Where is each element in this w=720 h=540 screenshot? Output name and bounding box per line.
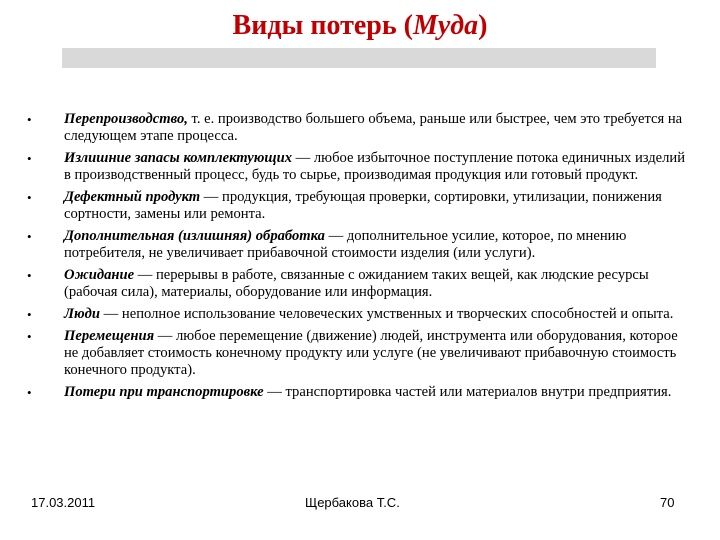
list-item (0, 189, 720, 223)
bullet-icon: • (27, 190, 32, 205)
slide-title (0, 6, 720, 46)
bullet-icon: • (27, 112, 32, 127)
item-description: — перерывы в работе, связанные с ожиданием таких вещей, как людские ресурсы (рабочая сила), материалы, оборудование или информация. (64, 267, 649, 300)
title-underline-bar (62, 48, 656, 68)
list-item (0, 111, 720, 145)
bullet-icon: • (27, 385, 32, 400)
list-item (0, 384, 720, 401)
item-description: — любое избыточное поступление потока единичных изделий в производственный процесс, будь то сырье, производимая продукция или готовый продукт. (64, 150, 686, 183)
bullet-icon: • (27, 229, 32, 244)
item-description: т. е. производство большего объема, раньше или быстрее, чем это требуется на следующем этапе процесса. (64, 111, 683, 144)
bullet-icon: • (27, 329, 32, 344)
bullet-icon: • (27, 151, 32, 166)
list-item (0, 150, 720, 184)
item-description: — неполное использование человеческих умственных и творческих способностей и опыта. (100, 306, 674, 322)
footer-author: Щербакова Т.С. (305, 495, 400, 510)
item-term: Дефектный продукт (64, 189, 201, 205)
list-item (0, 228, 720, 262)
list-item (0, 306, 720, 323)
list-item (0, 328, 720, 379)
item-term: Потери при транспортировке (64, 384, 264, 400)
title-italic: Муда (413, 10, 479, 41)
item-term: Излишние запасы комплектующих (64, 150, 292, 166)
bullet-icon: • (27, 307, 32, 322)
title-close: ) (478, 10, 488, 41)
item-description: — продукция, требующая проверки, сортировки, утилизации, понижения сортности, замены или ремонта. (64, 189, 662, 222)
item-term: Ожидание (64, 267, 135, 283)
item-description: — любое перемещение (движение) людей, инструмента или оборудования, которое не добавляет стоимость конечному продукту или услуге (не увеличивают прибавочную стоимость конечного продукта). (64, 328, 678, 378)
item-description: — дополнительное усилие, которое, по мнению потребителя, не увеличивает прибавочной стоимости изделия (или услуги). (64, 228, 627, 261)
waste-types-list (0, 111, 720, 401)
item-term: Перепроизводство, (64, 111, 188, 127)
item-term: Перемещения (64, 328, 155, 344)
item-term: Люди (64, 306, 101, 322)
bullet-icon: • (27, 268, 32, 283)
list-item (0, 267, 720, 301)
title-main: Виды потерь ( (232, 10, 413, 41)
page-number: 70 (660, 495, 675, 510)
footer-date: 17.03.2011 (31, 495, 96, 510)
item-term: Дополнительная (излишняя) обработка (64, 228, 325, 244)
item-description: — транспортировка частей или материалов внутри предприятия. (263, 384, 672, 400)
